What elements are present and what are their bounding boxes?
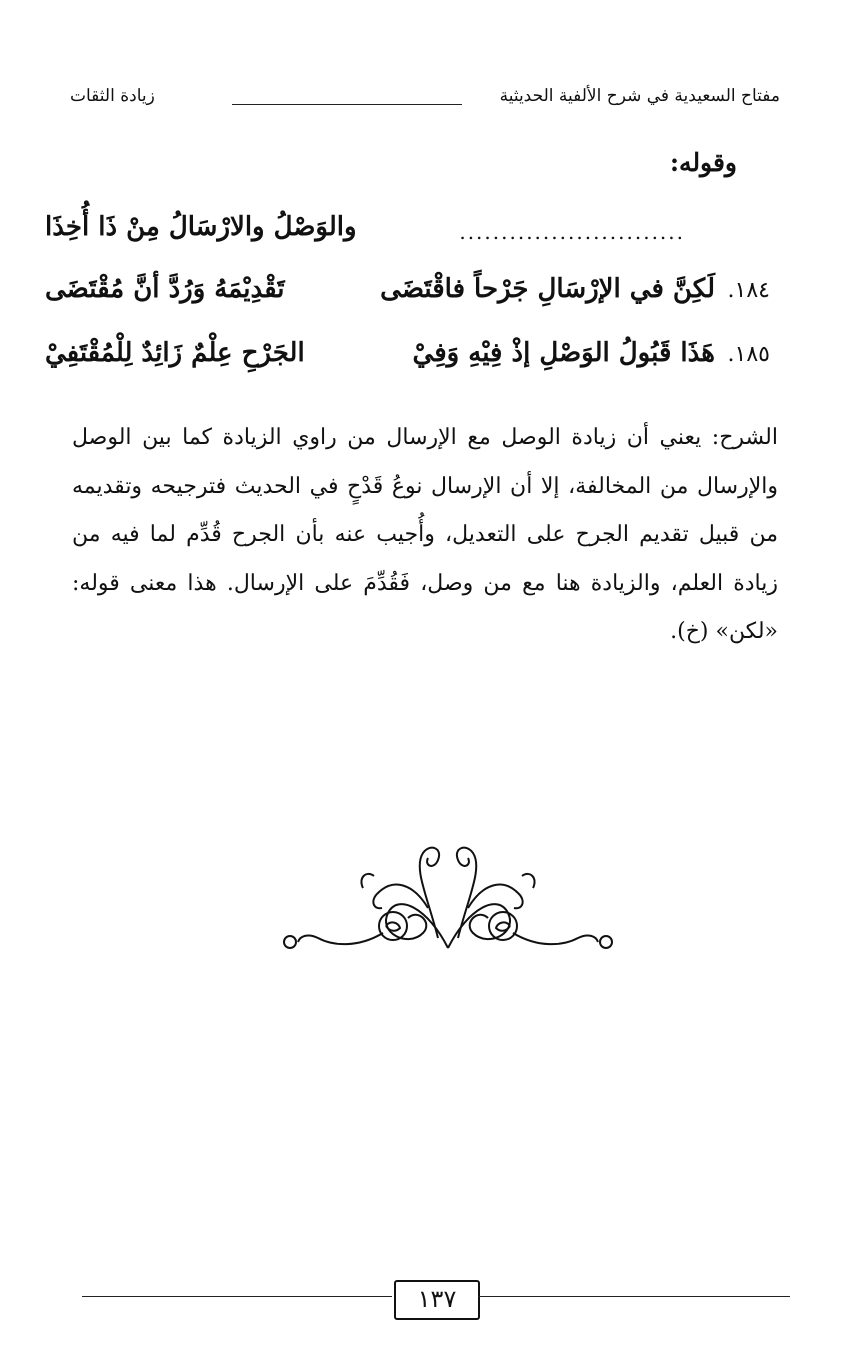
verse-line xyxy=(45,212,770,256)
page-number: ١٣٧ xyxy=(394,1280,480,1320)
floral-scroll-ornament-icon xyxy=(278,838,618,968)
footer-rule-right xyxy=(478,1296,790,1297)
verse-first-hemistich: هَذَا قَبُولُ الوَصْلِ إذْ فِيْهِ وَفِيْ xyxy=(412,338,715,368)
verse-first-hemistich: لَكِنَّ في الإرْسَالِ جَرْحاً فاقْتَضَى xyxy=(380,274,715,304)
verse-line xyxy=(45,274,770,318)
commentary-paragraph: الشرح: يعني أن زيادة الوصل مع الإرسال من راوي الزيادة كما بين الوصل والإرسال من المخالفة، إلا أن الإرسال نوعُ قَدْحٍ في الحديث فترجيحه وتقديمه من قبيل تقديم الجرح على التعديل، وأُجيب عنه بأن الجرح قُدِّم لما فيه من زيادة العلم، والزيادة هنا مع من وصل، فَقُدِّمَ على الإرسال. هذا معنى قوله: «لكن» (خ). xyxy=(72,425,778,644)
elided-hemistich: ........................... xyxy=(459,220,685,244)
verse-number: ١٨٥. xyxy=(727,342,770,367)
verse-second-hemistich: تَقْدِيْمَهُ وَرُدَّ أنَّ مُقْتَضَى xyxy=(45,274,285,304)
verse-number: ١٨٤. xyxy=(727,278,770,303)
intro-label: وقوله: xyxy=(669,148,737,177)
header-rule xyxy=(232,104,462,105)
running-header xyxy=(70,86,780,116)
header-book-title: مفتاح السعيدية في شرح الألفية الحديثية xyxy=(499,86,780,106)
commentary-text xyxy=(72,414,778,657)
verse-second-hemistich: والوَصْلُ والارْسَالُ مِنْ ذَا أُخِذَا xyxy=(45,212,357,242)
verse-second-hemistich: الجَرْحِ عِلْمٌ زَائِدٌ لِلْمُقْتَفِيْ xyxy=(45,338,305,368)
footer-rule-left xyxy=(82,1296,392,1297)
verse-line xyxy=(45,338,770,382)
header-chapter-title: زيادة الثقات xyxy=(70,86,155,106)
